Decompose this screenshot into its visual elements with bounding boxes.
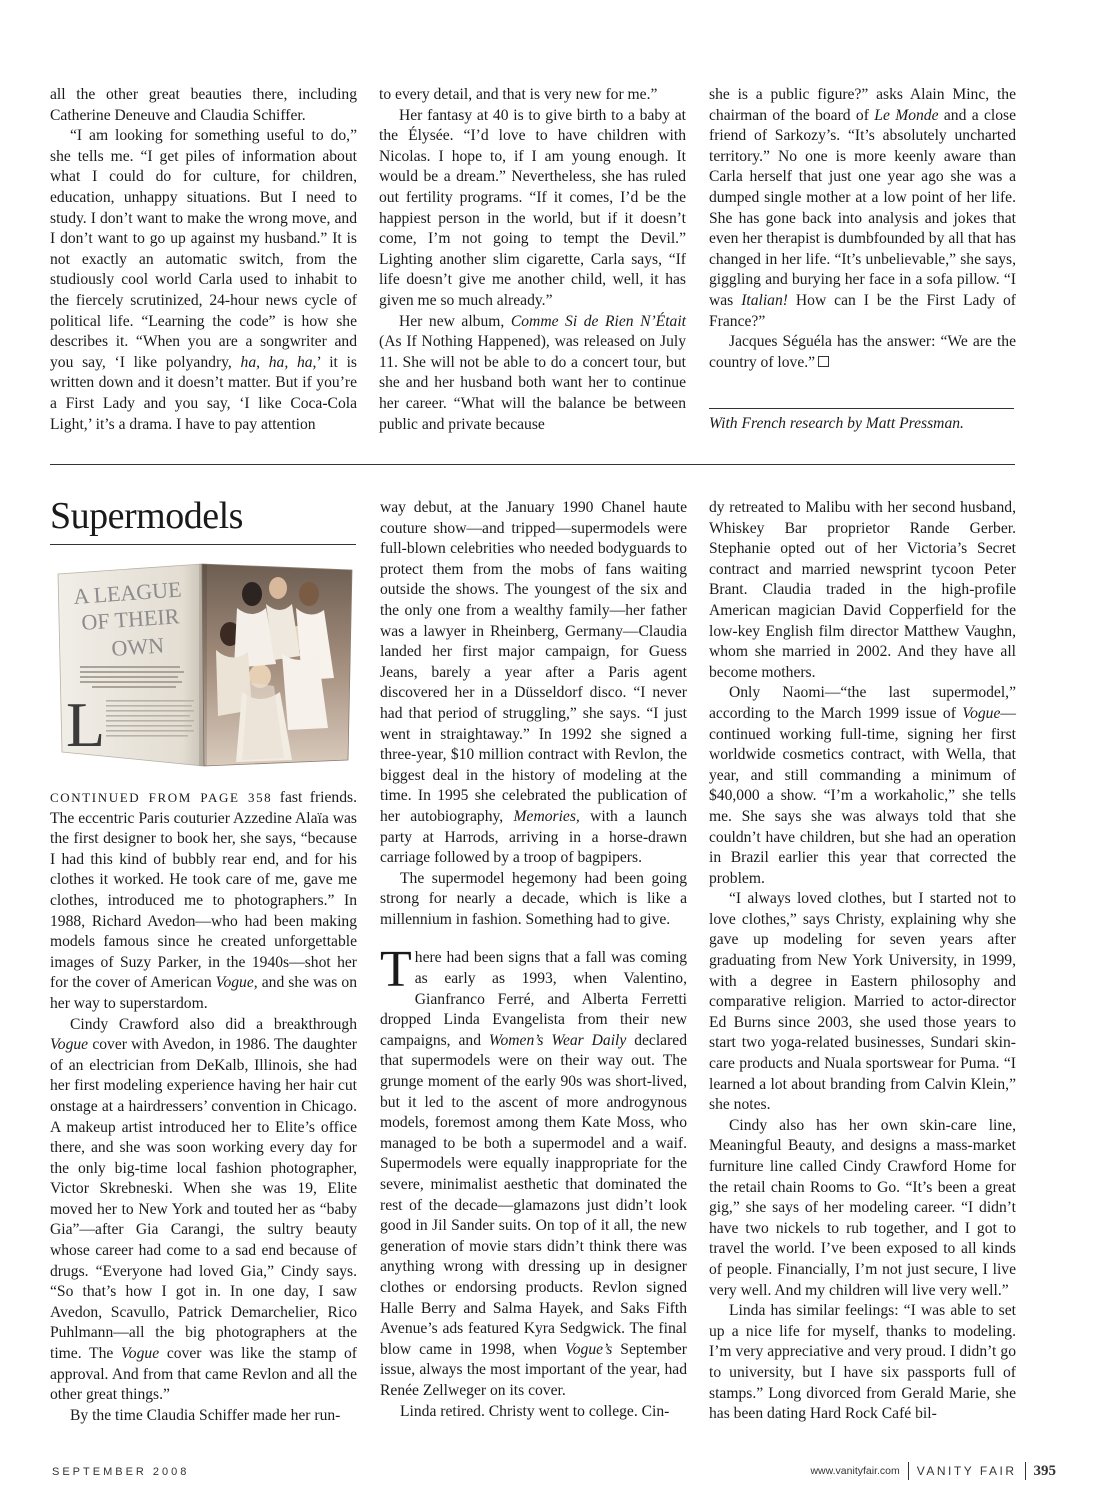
credit-rule xyxy=(709,408,1014,409)
drop-cap: T xyxy=(380,941,412,999)
continued-from-label: CONTINUED FROM PAGE 358 xyxy=(50,790,273,805)
folio xyxy=(810,1462,1056,1480)
end-mark-icon xyxy=(818,356,829,367)
svg-text:L: L xyxy=(66,689,106,760)
section-title: Supermodels xyxy=(50,495,243,537)
section-divider xyxy=(50,464,1015,465)
issue-date: SEPTEMBER 2008 xyxy=(52,1466,190,1478)
bottom-column-2 xyxy=(380,498,687,1422)
paragraph: There had been signs that a fall was coming as early as 1993, when Valentino, Gianfranco Ferré, and Alberta Ferretti dropped Linda Evangelista from their new campaigns, and Women’s Wear Daily declared that supermodels were on their way out. The grunge moment of the early 90s was short-lived, but it led to the ascent of more androgynous models, foremost among them Kate Moss, who managed to be both a supermodel and a waif. Supermodels were equally inappropriate for the severe, minimalist aesthetic that dominated the rest of the decade—glamazons just didn’t look good in Jil Sander suits. On top of it all, the new generation of movie stars didn’t think there was anything wrong with dressing up in designer clothes or endorsing products. Revlon signed Halle Berry and Salma Hayek, and Saks Fifth Avenue’s ads featured Kyra Sedgwick. The final blow came in 1998, when Vogue’s September issue, always the most important of the year, had Renée Zellweger on its cover. xyxy=(380,941,688,1399)
paragraph: “I always loved clothes, but I started not to love clothes,” says Christy, explaining why she gave up modeling for seven years after graduating from New York University, in 1999, with a degree in Eastern philosophy and comparative religion. Married to actor-director Ed Burns since 2003, she used those years to start two yoga-related businesses, Sundari skin-care products and Nuala sportswear for Puma. “I learned a lot about branding from Calvin Klein,” she notes. xyxy=(709,890,1016,1114)
paragraph: CONTINUED FROM PAGE 358 fast friends. The eccentric Paris couturier Azzedine Alaïa was the first designer to book her, she says, “because I had this kind of bubbly rear end, and for his clothes it worked. He took care of me, gave me clothes, introduced me to photographers.” In 1988, Richard Avedon—who had been making models famous since he created unforgettable images of Suzy Parker, in the 1940s—shot her for the cover of American Vogue, and she was on her way to superstardom. xyxy=(50,789,357,1012)
folio-divider xyxy=(1025,1462,1026,1480)
paragraph: Her fantasy at 40 is to give birth to a baby at the Élysée. “I’d love to have children with Nicolas. I hope to, if I am young enough. It would be a dream.” Nevertheless, she has ruled out fertility programs. “If it comes, I’d be the happiest person in the world, but if it doesn’t come, I’m not going to tempt the Devil.” Lighting another slim cigarette, Carla says, “If life doesn’t give me another child, well, it has given me so much already.” xyxy=(379,106,686,309)
svg-text:OF THEIR: OF THEIR xyxy=(80,603,181,635)
paragraph: Only Naomi—“the last supermodel,” according to the March 1999 issue of Vogue—continued working full-time, signing her first worldwide cosmetics contract, with Wella, that year, and still commanding a minimum of $40,000 a show. “I’m a workaholic,” she tells me. She says she was always told that she couldn’t have children, but she had an operation in Brazil earlier this year that corrected the problem. xyxy=(709,684,1016,887)
bottom-column-1 xyxy=(50,788,357,1426)
paragraph: Linda has similar feelings: “I was able to set up a nice life for myself, thanks to modeling. I’m very appreciative and very proud. I didn’t go to university, but I have six passports full of stamps.” Long divorced from Gerald Marie, she has been dating Hard Rock Café bil- xyxy=(709,1302,1016,1423)
website-url: www.vanityfair.com xyxy=(810,1465,900,1477)
top-column-2 xyxy=(379,85,686,435)
svg-text:OWN: OWN xyxy=(110,632,165,661)
paragraph: dy retreated to Malibu with her second husband, Whiskey Bar proprietor Rande Gerber. Stephanie opted out of her Victoria’s Secret contract and married newsprint tycoon Peter Brant. Claudia traded in the high-profile American magician David Copperfield for the low-key English film director Matthew Vaughn, whom she married in 2002. And they have all become mothers. xyxy=(709,499,1016,681)
paragraph: Cindy Crawford also did a breakthrough Vogue cover with Avedon, in 1986. The daughter of an electrician from DeKalb, Illinois, she had her first modeling experience having her hair cut onstage at a hairdressers’ convention in Chicago. A makeup artist introduced her to Elite’s office there, and she was soon working every day for the only big-time local fashion photographer, Victor Skrebneski. When she was 19, Elite moved her to New York and touted her as “baby Gia”—after Gia Carangi, the sultry beauty whose career had come to a sad end because of drugs. “Everyone had loved Gia,” Cindy says. “So that’s how I got in. In one day, I saw Avedon, Scavullo, Patrick Demarchelier, Rico Puhlmann—all the big photographers at the time. The Vogue cover was like the stamp of approval. And from that came Revlon and all the other great things.” xyxy=(50,1015,357,1404)
magazine-name: VANITY FAIR xyxy=(916,1464,1017,1478)
magazine-spread-image xyxy=(52,560,357,778)
research-credit: With French research by Matt Pressman. xyxy=(709,415,964,432)
paragraph: way debut, at the January 1990 Chanel haute couture show—and tripped—supermodels were full-blown celebrities who needed bodyguards to protect them from the mobs of fans waiting outside the shows. The youngest of the six and the only one from a wealthy family—her father was a lawyer in Rheinberg, Germany—Claudia landed her first major campaign, for Guess Jeans, barely a year after a Paris agent discovered her in a Düsseldorf disco. “I never had that period of struggling,” she says. “I just went in straightaway.” In 1992 she signed a three-year, $10 million contract with Revlon, the biggest deal in the history of modeling at the time. In 1995 she celebrated the publication of her autobiography, Memories, with a launch party at Harrods, arriving in a horse-drawn carriage followed by a troop of bagpipers. xyxy=(380,499,687,867)
paragraph: The supermodel hegemony had been going strong for nearly a decade, which is like a millennium in fashion. Something had to give. xyxy=(380,869,687,928)
paragraph: “I am looking for something useful to do,” she tells me. “I get piles of information about what I could do for culture, for children, education, unhappy situations. But I need to study. I don’t want to make the wrong move, and I don’t want to go up against my husband.” It is not exactly an automatic switch, from the studiously cool world Carla used to inhabit to the fiercely scrutinized, 24-hour news cycle of political life. “Learning the code” is how she describes it. “When you are a songwriter and you say, ‘I like polyandry, ha, ha, ha,’ it is written down and it doesn’t matter. But if you’re a First Lady and you say, ‘I like Coca-Cola Light,’ it’s a drama. I have to pay attention xyxy=(50,127,358,433)
title-rule xyxy=(50,544,356,545)
folio-divider xyxy=(908,1462,909,1480)
paragraph: she is a public figure?” asks Alain Minc, the chairman of the board of Le Monde and a close friend of Sarkozy’s. “It’s absolutely uncharted territory.” No one is more keenly aware than Carla herself that just one year ago she was a dumped single mother at a low point of her life. She has gone back into analysis and jokes that even her therapist is dumbfounded by all that has changed in her life. “It’s unbelievable,” she says, giggling and burying her face in a sofa pillow. “I was Italian! How can I be the First Lady of France?” xyxy=(709,86,1017,330)
paragraph: By the time Claudia Schiffer made her run- xyxy=(70,1406,341,1424)
paragraph: all the other great beauties there, including Catherine Deneuve and Claudia Schiffer. xyxy=(50,86,357,124)
top-column-3 xyxy=(709,85,1016,373)
top-column-1 xyxy=(50,85,357,435)
bottom-column-3 xyxy=(709,498,1016,1425)
paragraph: Jacques Séguéla has the answer: “We are the country of love.” xyxy=(709,333,1016,371)
page-number: 395 xyxy=(1033,1462,1056,1479)
paragraph: Linda retired. Christy went to college. Cin- xyxy=(400,1402,670,1420)
svg-text:A LEAGUE: A LEAGUE xyxy=(72,576,183,609)
paragraph: to every detail, and that is very new for me.” xyxy=(379,86,658,103)
paragraph: Her new album, Comme Si de Rien N’Était (As If Nothing Happened), was released on July 11. She will not be able to do a concert tour, but she and her husband both want her to continue her career. “What will the balance be between public and private because xyxy=(379,312,686,433)
paragraph: Cindy also has her own skin-care line, Meaningful Beauty, and designs a mass-market furniture line called Cindy Crawford Home for the retail chain Rooms to Go. “It’s been a great gig,” she says of her modeling career. “I didn’t have two nickels to rub together, and I got to travel the world. I’ve been exposed to all kinds of people. Financially, I’m not just secure, I live very well. And my children will live very well.” xyxy=(709,1116,1016,1299)
